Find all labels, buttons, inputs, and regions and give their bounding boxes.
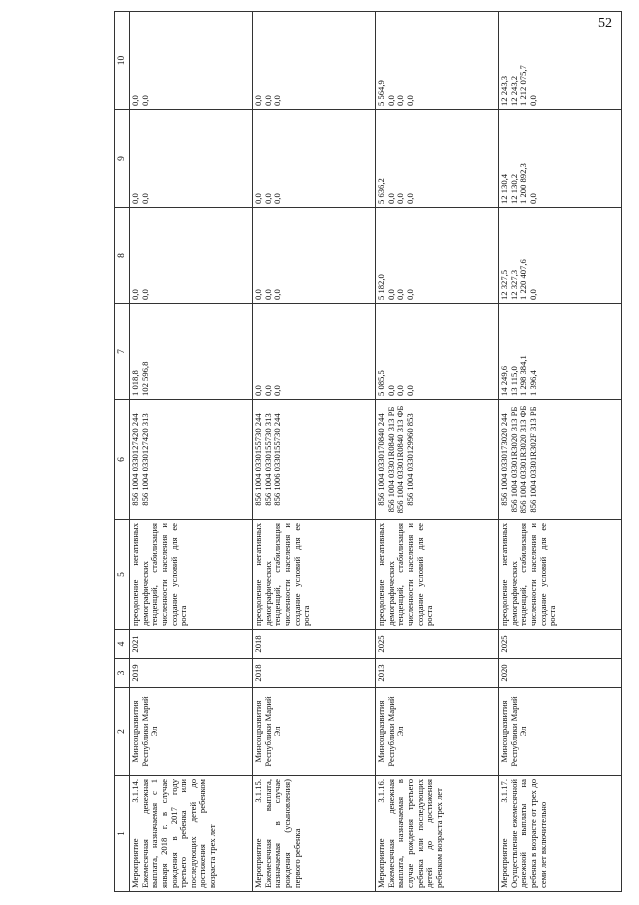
value: 102 596,8 <box>139 361 150 396</box>
col7-values <box>130 304 253 400</box>
col10-values <box>499 12 622 110</box>
budget-code: 856 1004 0330155730 313 <box>262 413 273 506</box>
table-row <box>499 12 622 892</box>
value: 5 182,0 <box>376 274 386 300</box>
value: 0,0 <box>527 95 538 106</box>
value: 0,0 <box>527 289 538 300</box>
value: 1 220 407,6 <box>518 259 529 300</box>
measure-name: Мероприятие 3.1.17. Осуществление ежемесячной денежной выплаты на ребенка в возрасте от трех до семи лет включительно <box>499 776 622 892</box>
col9-values <box>130 110 253 208</box>
value: 5 564,9 <box>376 80 386 106</box>
budget-codes <box>253 400 376 520</box>
value: 1 298 384,1 <box>518 355 529 396</box>
header-row <box>115 12 130 892</box>
value: 0,0 <box>130 95 140 106</box>
value: 0,0 <box>130 289 140 300</box>
col8-values <box>253 208 376 304</box>
measure-name: Мероприятие 3.1.15. Ежемесячная выплата, назначаемая в случае рождения (усыновления) первого ребенка <box>253 776 376 892</box>
value: 0,0 <box>404 193 415 204</box>
expected-result: преодоление негативных демографических тенденций, стабилизация численности населения и создание условий для ее роста <box>499 520 622 630</box>
value: 0,0 <box>139 193 150 204</box>
col8-values <box>376 208 499 304</box>
value: 12 327,5 <box>499 269 509 300</box>
budget-codes <box>130 400 253 520</box>
budget-code: 856 1004 0330170840 244 <box>376 413 386 506</box>
col8-values <box>499 208 622 304</box>
value: 0,0 <box>385 193 396 204</box>
responsible-org: Минсоцразвития Республики Марий Эл <box>130 688 253 776</box>
col7-values <box>376 304 499 400</box>
value: 0,0 <box>130 193 140 204</box>
col10-values <box>253 12 376 110</box>
value: 12 327,3 <box>508 269 519 300</box>
value: 0,0 <box>262 193 273 204</box>
value: 0,0 <box>272 289 283 300</box>
value: 0,0 <box>139 95 150 106</box>
value: 1 200 892,3 <box>518 163 529 204</box>
header-cell: 3 <box>115 659 130 688</box>
budget-code: 856 1004 0330155730 244 <box>253 413 263 506</box>
col7-values <box>499 304 622 400</box>
value: 12 243,3 <box>499 75 509 106</box>
col9-values <box>499 110 622 208</box>
col7-values <box>253 304 376 400</box>
col10-values <box>130 12 253 110</box>
responsible-org: Минсоцразвития Республики Марий Эл <box>376 688 499 776</box>
col8-values <box>130 208 253 304</box>
value: 0,0 <box>262 95 273 106</box>
value: 1 396,4 <box>527 370 538 396</box>
header-cell: 9 <box>115 110 130 208</box>
table-row <box>253 12 376 892</box>
budget-code: 856 1004 03301R3020 313 РБ <box>508 406 519 513</box>
budget-code: 856 1004 0330173020 244 <box>499 413 509 506</box>
expected-result: преодоление негативных демографических тенденций, стабилизация численности населения и создание условий для ее роста <box>376 520 499 630</box>
header-cell: 5 <box>115 520 130 630</box>
value: 0,0 <box>139 289 150 300</box>
value: 12 130,4 <box>499 173 509 204</box>
end-year: 2025 <box>376 630 499 659</box>
value: 14 249,6 <box>499 365 509 396</box>
end-year: 2021 <box>130 630 253 659</box>
budget-codes <box>499 400 622 520</box>
value: 5 085,5 <box>376 370 386 396</box>
value: 0,0 <box>385 289 396 300</box>
measure-name: Мероприятие 3.1.14. Ежемесячная денежная выплата, назначаемая с 1 января 2018 г. в случае рождения в 2017 году третьего ребенка или последующих детей до достижения ребенком возраста трех лет <box>130 776 253 892</box>
budget-code: 856 1004 0330127420 313 <box>139 413 150 506</box>
value: 0,0 <box>253 385 263 396</box>
start-year: 2013 <box>376 659 499 688</box>
value: 0,0 <box>404 289 415 300</box>
header-cell: 4 <box>115 630 130 659</box>
end-year: 2018 <box>253 630 376 659</box>
budget-codes <box>376 400 499 520</box>
start-year: 2019 <box>130 659 253 688</box>
value: 12 243,2 <box>508 75 519 106</box>
table-row <box>376 12 499 892</box>
value: 0,0 <box>395 95 406 106</box>
value: 0,0 <box>395 193 406 204</box>
budget-code: 856 1004 0330129960 853 <box>404 413 415 506</box>
value: 0,0 <box>253 193 263 204</box>
page-number: 52 <box>598 16 612 31</box>
value: 0,0 <box>404 385 415 396</box>
header-cell: 2 <box>115 688 130 776</box>
col10-values <box>376 12 499 110</box>
value: 0,0 <box>272 193 283 204</box>
budget-code: 856 1004 0330127420 244 <box>130 413 140 506</box>
responsible-org: Минсоцразвития Республики Марий Эл <box>253 688 376 776</box>
value: 0,0 <box>395 289 406 300</box>
expected-result: преодоление негативных демографических тенденций, стабилизация численности населения и создание условий для ее роста <box>253 520 376 630</box>
value: 0,0 <box>253 289 263 300</box>
value: 0,0 <box>262 385 273 396</box>
expected-result: преодоление негативных демографических тенденций, стабилизация численности населения и создание условий для ее роста <box>130 520 253 630</box>
measure-name: Мероприятие 3.1.16. Ежемесячная денежная выплата, назначаемая в случае рождения третьего ребенка или последующих детей до достижения ребенком возраста трех лет <box>376 776 499 892</box>
value: 0,0 <box>262 289 273 300</box>
value: 0,0 <box>385 385 396 396</box>
header-cell: 7 <box>115 304 130 400</box>
value: 1 212 075,7 <box>518 65 529 106</box>
budget-code: 856 1004 03301R0840 313 ФБ <box>395 405 406 514</box>
rotated-table-wrapper <box>114 12 629 892</box>
program-measures-table <box>114 11 622 892</box>
value: 0,0 <box>272 95 283 106</box>
budget-code: 856 1006 0330155730 244 <box>272 413 283 506</box>
end-year: 2025 <box>499 630 622 659</box>
budget-code: 856 1004 03301R0840 313 РБ <box>385 406 396 513</box>
value: 13 115,0 <box>508 366 519 396</box>
header-cell: 10 <box>115 12 130 110</box>
value: 0,0 <box>385 95 396 106</box>
header-cell: 6 <box>115 400 130 520</box>
start-year: 2018 <box>253 659 376 688</box>
value: 5 636,2 <box>376 178 386 204</box>
responsible-org: Минсоцразвития Республики Марий Эл <box>499 688 622 776</box>
budget-code: 856 1004 03301R3020 313 ФБ <box>518 405 529 514</box>
value: 0,0 <box>404 95 415 106</box>
budget-code: 856 1004 03301R302F 313 РБ <box>527 406 538 513</box>
value: 0,0 <box>527 193 538 204</box>
start-year: 2020 <box>499 659 622 688</box>
value: 0,0 <box>395 385 406 396</box>
header-cell: 8 <box>115 208 130 304</box>
col9-values <box>253 110 376 208</box>
value: 1 018,8 <box>130 370 140 396</box>
value: 12 130,2 <box>508 173 519 204</box>
value: 0,0 <box>272 385 283 396</box>
col9-values <box>376 110 499 208</box>
header-cell: 1 <box>115 776 130 892</box>
table-row <box>130 12 253 892</box>
value: 0,0 <box>253 95 263 106</box>
